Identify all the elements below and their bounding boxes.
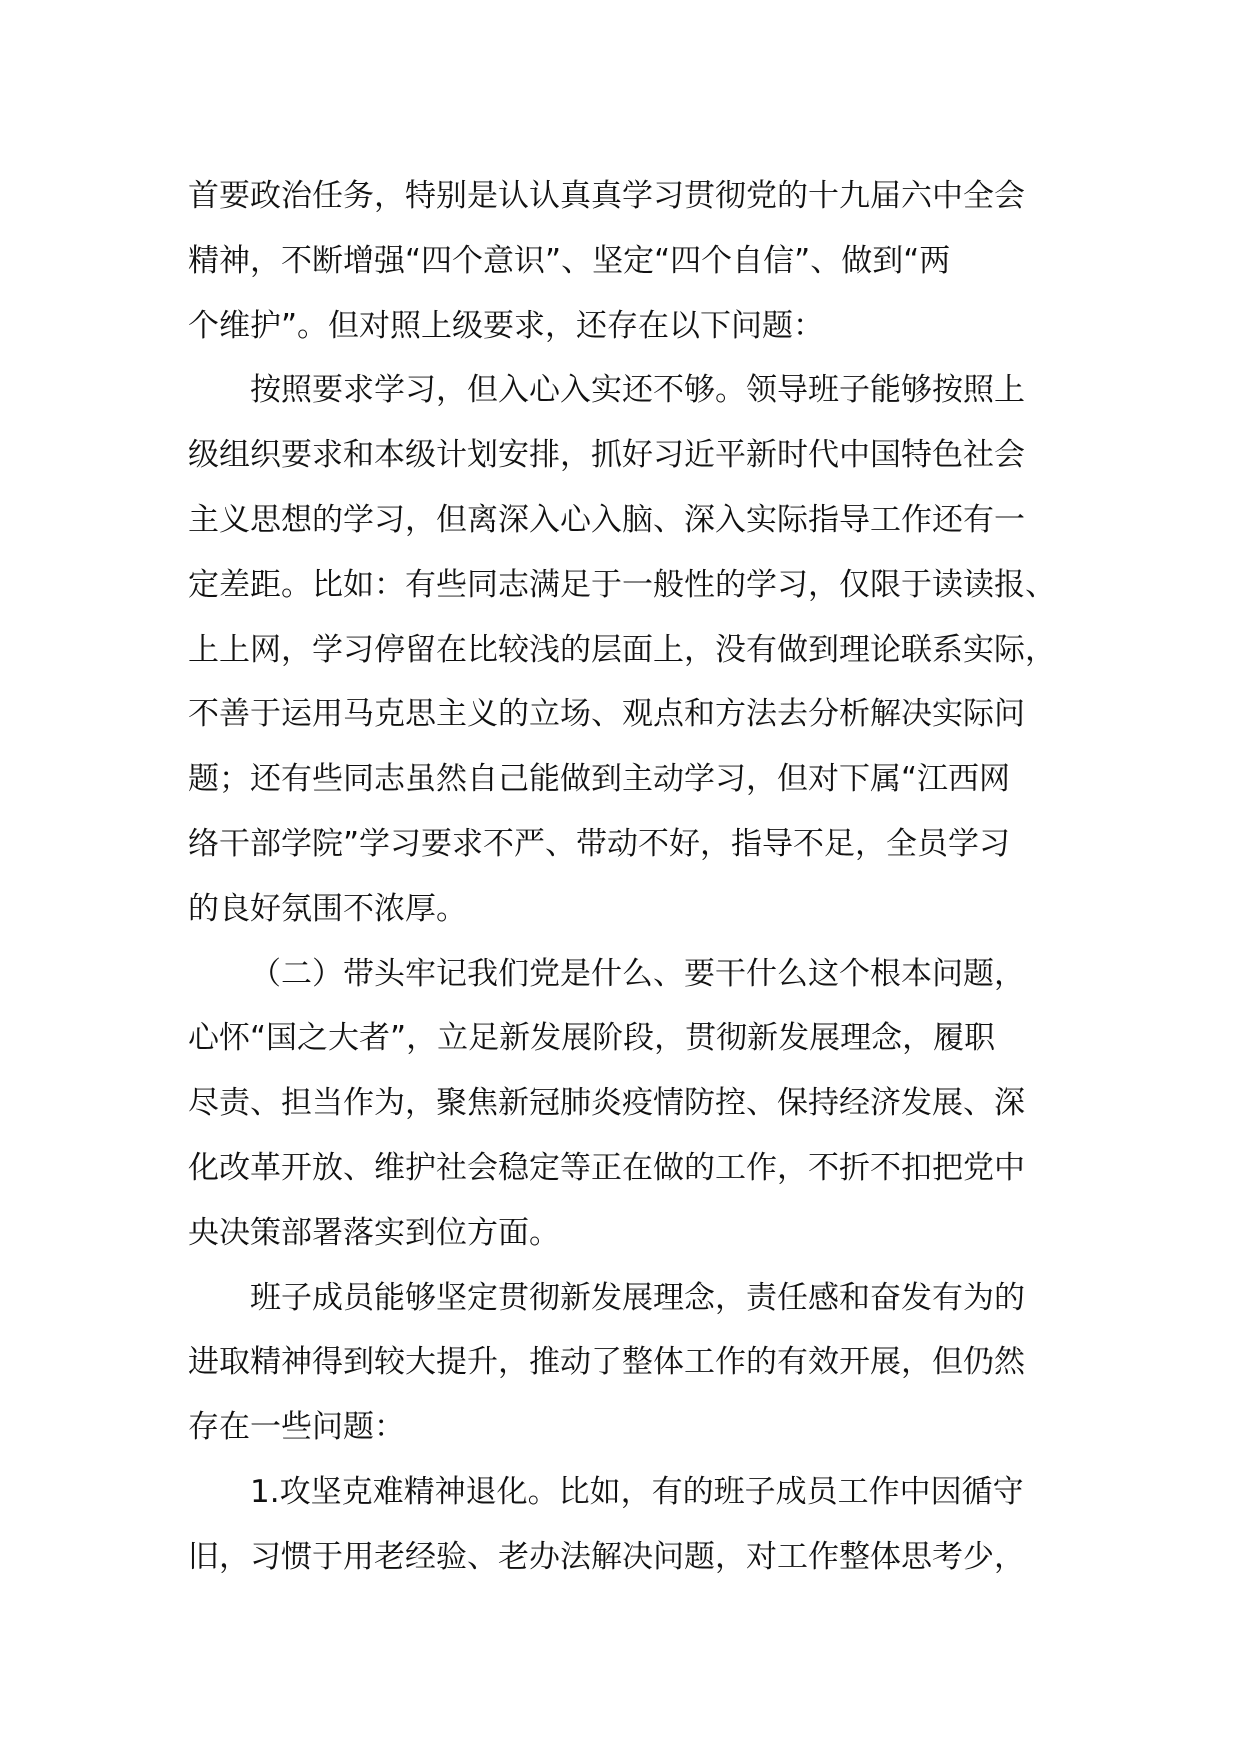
paragraph-start-line: 按照要求学习，但入心入实还不够。领导班子能够按照上 xyxy=(250,372,1025,409)
list-item-start-line: 1.攻坚克难精神退化。比如，有的班子成员工作中因循守 xyxy=(250,1473,1024,1510)
section-heading-line: 心怀“国之大者”，立足新发展阶段，贯彻新发展理念，履职 xyxy=(188,1020,996,1057)
text-line: 络干部学院”学习要求不严、带动不好，指导不足，全员学习 xyxy=(188,825,1011,862)
text-line: 不善于运用马克思主义的立场、观点和方法去分析解决实际问 xyxy=(188,696,1025,733)
text-line: 题；还有些同志虽然自己能做到主动学习，但对下属“江西网 xyxy=(188,761,1011,798)
text-line: 定差距。比如：有些同志满足于一般性的学习，仅限于读读报、 xyxy=(188,566,1056,603)
text-line: 进取精神得到较大提升，推动了整体工作的有效开展，但仍然 xyxy=(188,1344,1025,1381)
text-line: 的良好氛围不浓厚。 xyxy=(188,890,467,927)
text-line: 级组织要求和本级计划安排，抓好习近平新时代中国特色社会 xyxy=(188,437,1025,474)
text-line: 旧，习惯于用老经验、老办法解决问题，对工作整体思考少， xyxy=(188,1538,1025,1575)
text-line: 个维护”。但对照上级要求，还存在以下问题： xyxy=(188,307,825,344)
text-line: 存在一些问题： xyxy=(188,1409,405,1446)
section-heading-line: （二）带头牢记我们党是什么、要干什么这个根本问题， xyxy=(250,955,1025,992)
paragraph-start-line: 班子成员能够坚定贯彻新发展理念，责任感和奋发有为的 xyxy=(250,1279,1025,1316)
text-line: 上上网，学习停留在比较浅的层面上，没有做到理论联系实际， xyxy=(188,631,1056,668)
section-heading-line: 化改革开放、维护社会稳定等正在做的工作，不折不扣把党中 xyxy=(188,1149,1025,1186)
text-line: 主义思想的学习，但离深入心入脑、深入实际指导工作还有一 xyxy=(188,501,1025,538)
text-line: 精神，不断增强“四个意识”、坚定“四个自信”、做到“两 xyxy=(188,242,951,279)
section-heading-line: 尽责、担当作为，聚焦新冠肺炎疫情防控、保持经济发展、深 xyxy=(188,1085,1025,1122)
text-line: 首要政治任务，特别是认认真真学习贯彻党的十九届六中全会 xyxy=(188,178,1025,214)
section-heading-line: 央决策部署落实到位方面。 xyxy=(188,1214,560,1251)
body-text xyxy=(188,164,1078,1590)
